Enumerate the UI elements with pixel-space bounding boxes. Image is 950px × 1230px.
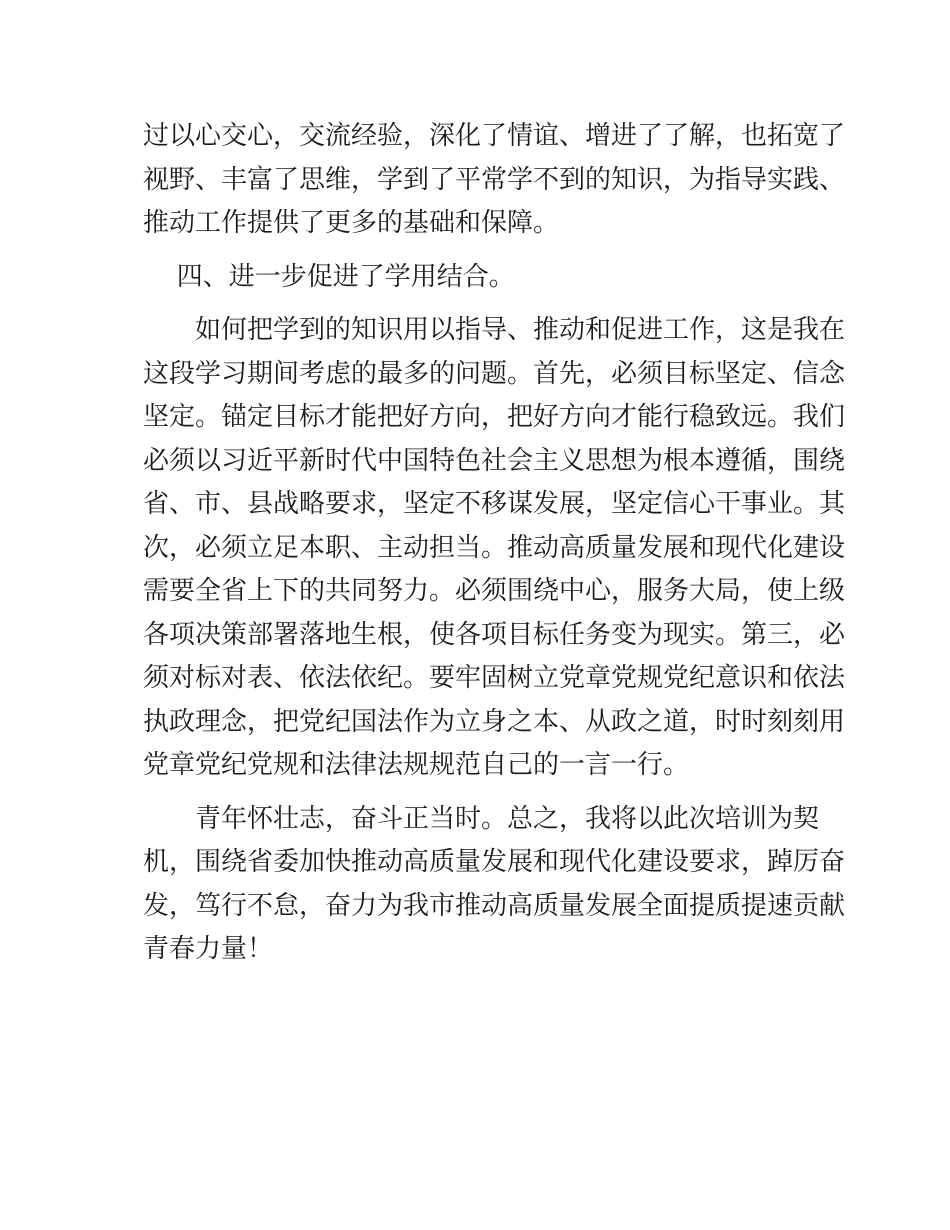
document-body: [143, 115, 846, 982]
heading-text: 四、进一步促进了学用结合。: [176, 261, 515, 292]
text-line: 如何把学到的知识用以指导、推动和促进工作，这是我在: [195, 315, 846, 345]
text-line: 机，围绕省委加快推动高质量发展和现代化建设要求，踔厉奋: [143, 847, 846, 877]
text-line: 次，必须立足本职、主动担当。推动高质量发展和现代化建设: [143, 532, 846, 563]
section-heading: [143, 256, 813, 300]
text-line: 这段学习期间考虑的最多的问题。首先，必须目标坚定、信念: [143, 358, 846, 389]
text-line: 坚定。锚定目标才能把好方向，把好方向才能行稳致远。我们: [143, 402, 846, 432]
text-line: 过以心交心，交流经验，深化了情谊、增进了了解，也拓宽了: [143, 121, 846, 151]
text-line: 青年怀壮志，奋斗正当时。总之，我将以此次培训为契: [195, 803, 820, 834]
text-line: 需要全省上下的共同努力。必须围绕中心，服务大局，使上级: [143, 576, 846, 606]
paragraph-apply-learning: [143, 309, 846, 788]
text-line: 青春力量！: [143, 934, 274, 964]
text-line: 省、市、县战略要求，坚定不移谋发展，坚定信心干事业。其: [143, 489, 846, 519]
text-line: 发，笃行不怠，奋力为我市推动高质量发展全面提质提速贡献: [143, 890, 846, 921]
text-line: 须对标对表、依法依纪。要牢固树立党章党规党纪意识和依法: [143, 663, 846, 693]
text-line: 必须以习近平新时代中国特色社会主义思想为根本遵循，围绕: [143, 445, 846, 476]
text-line: 党章党纪党规和法律法规规范自己的一言一行。: [143, 750, 690, 780]
text-line: 推动工作提供了更多的基础和保障。: [143, 208, 560, 238]
text-line: 各项决策部署落地生根，使各项目标任务变为现实。第三，必: [143, 619, 846, 650]
paragraph-continuation: [143, 115, 846, 246]
text-line: 执政理念，把党纪国法作为立身之本、从政之道，时时刻刻用: [143, 706, 846, 737]
text-line: 视野、丰富了思维，学到了平常学不到的知识，为指导实践、: [143, 164, 846, 195]
paragraph-conclusion: [143, 798, 846, 972]
